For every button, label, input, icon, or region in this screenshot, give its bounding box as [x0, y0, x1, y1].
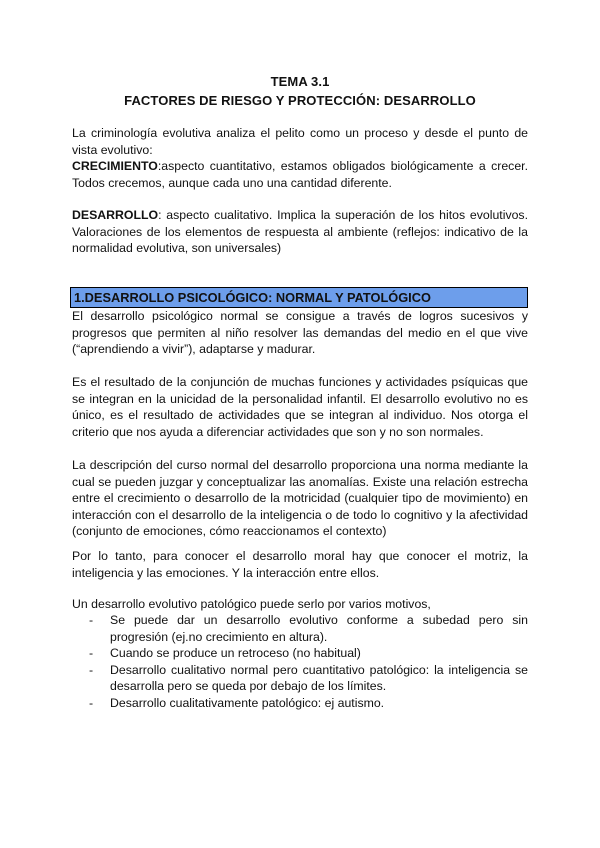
section-heading-text: 1.DESARROLLO PSICOLÓGICO: NORMAL Y PATOLÓGICO	[74, 290, 431, 305]
list-item	[72, 695, 528, 712]
section-heading	[70, 287, 528, 308]
list-dash: -	[89, 646, 94, 661]
crecimiento-text: :aspecto cuantitativo, estamos obligados biológicamente a crecer. Todos crecemos, aunque cada uno una cantidad diferente.	[72, 159, 528, 190]
desarrollo-definition	[72, 207, 528, 257]
list-item	[72, 612, 528, 645]
crecimiento-definition	[72, 158, 528, 191]
desarrollo-text: : aspecto cualitativo. Implica la superación de los hitos evolutivos. Valoraciones de los elementos de respuesta al ambiente (reflejos: indicativo de la normalidad evolutiva, son universales)	[72, 208, 528, 256]
title-line-1: TEMA 3.1	[270, 74, 330, 89]
crecimiento-term: CRECIMIENTO	[72, 159, 158, 173]
list-item-text: Cuando se produce un retroceso (no habitual)	[110, 646, 361, 661]
section-paragraph-2: Es el resultado de la conjunción de muchas funciones y actividades psíquicas que se integran en la unicidad de la personalidad infantil. El desarrollo evolutivo no es único, es el resultado de actividades que se integran al individuo. Nos otorga el criterio que nos ayuda a diferenciar actividades que son y no son normales.	[72, 375, 528, 439]
list-item-text: Desarrollo cualitativo normal pero cuantitativo patológico: la inteligencia se desarrolla pero se queda por debajo de los límites.	[110, 662, 528, 694]
section-paragraph-1: El desarrollo psicológico normal se consigue a través de logros sucesivos y progresos que permiten al niño resolver las demandas del medio en el que vive (“aprendiendo a vivir”), adaptarse y madurar.	[72, 309, 528, 357]
intro-paragraph: La criminología evolutiva analiza el pelito como un proceso y desde el punto de vista evolutivo:	[72, 126, 528, 157]
pathology-list	[72, 612, 528, 712]
list-dash: -	[89, 662, 94, 677]
list-item	[72, 662, 528, 695]
section-paragraph-4: Por lo tanto, para conocer el desarrollo moral hay que conocer el motriz, la inteligencia y las emociones. Y la interacción entre ellos.	[72, 549, 528, 580]
section-paragraph-5: Un desarrollo evolutivo patológico puede serlo por varios motivos,	[72, 597, 431, 611]
section-paragraph-3: La descripción del curso normal del desarrollo proporciona una norma mediante la cual se pueden juzgar y conceptualizar las anomalías. Existe una relación estrecha entre el crecimiento o desarrollo de la motricidad (cualquier tipo de movimiento) en interacción con el desarrollo de la inteligencia o de todo lo cognitivo y la afectividad (conjunto de emociones, cómo reaccionamos el contexto)	[72, 458, 528, 539]
list-item	[72, 645, 528, 662]
list-item-text: Se puede dar un desarrollo evolutivo conforme a subedad pero sin progresión (ej.no crecimiento en altura).	[110, 613, 528, 644]
document-title	[72, 72, 528, 110]
list-item-text: Desarrollo cualitativamente patológico: ej autismo.	[110, 695, 385, 710]
list-dash: -	[89, 613, 94, 627]
list-dash: -	[89, 695, 94, 710]
desarrollo-term: DESARROLLO	[72, 208, 159, 222]
title-line-2: FACTORES DE RIESGO Y PROTECCIÓN: DESARROLLO	[124, 93, 476, 108]
